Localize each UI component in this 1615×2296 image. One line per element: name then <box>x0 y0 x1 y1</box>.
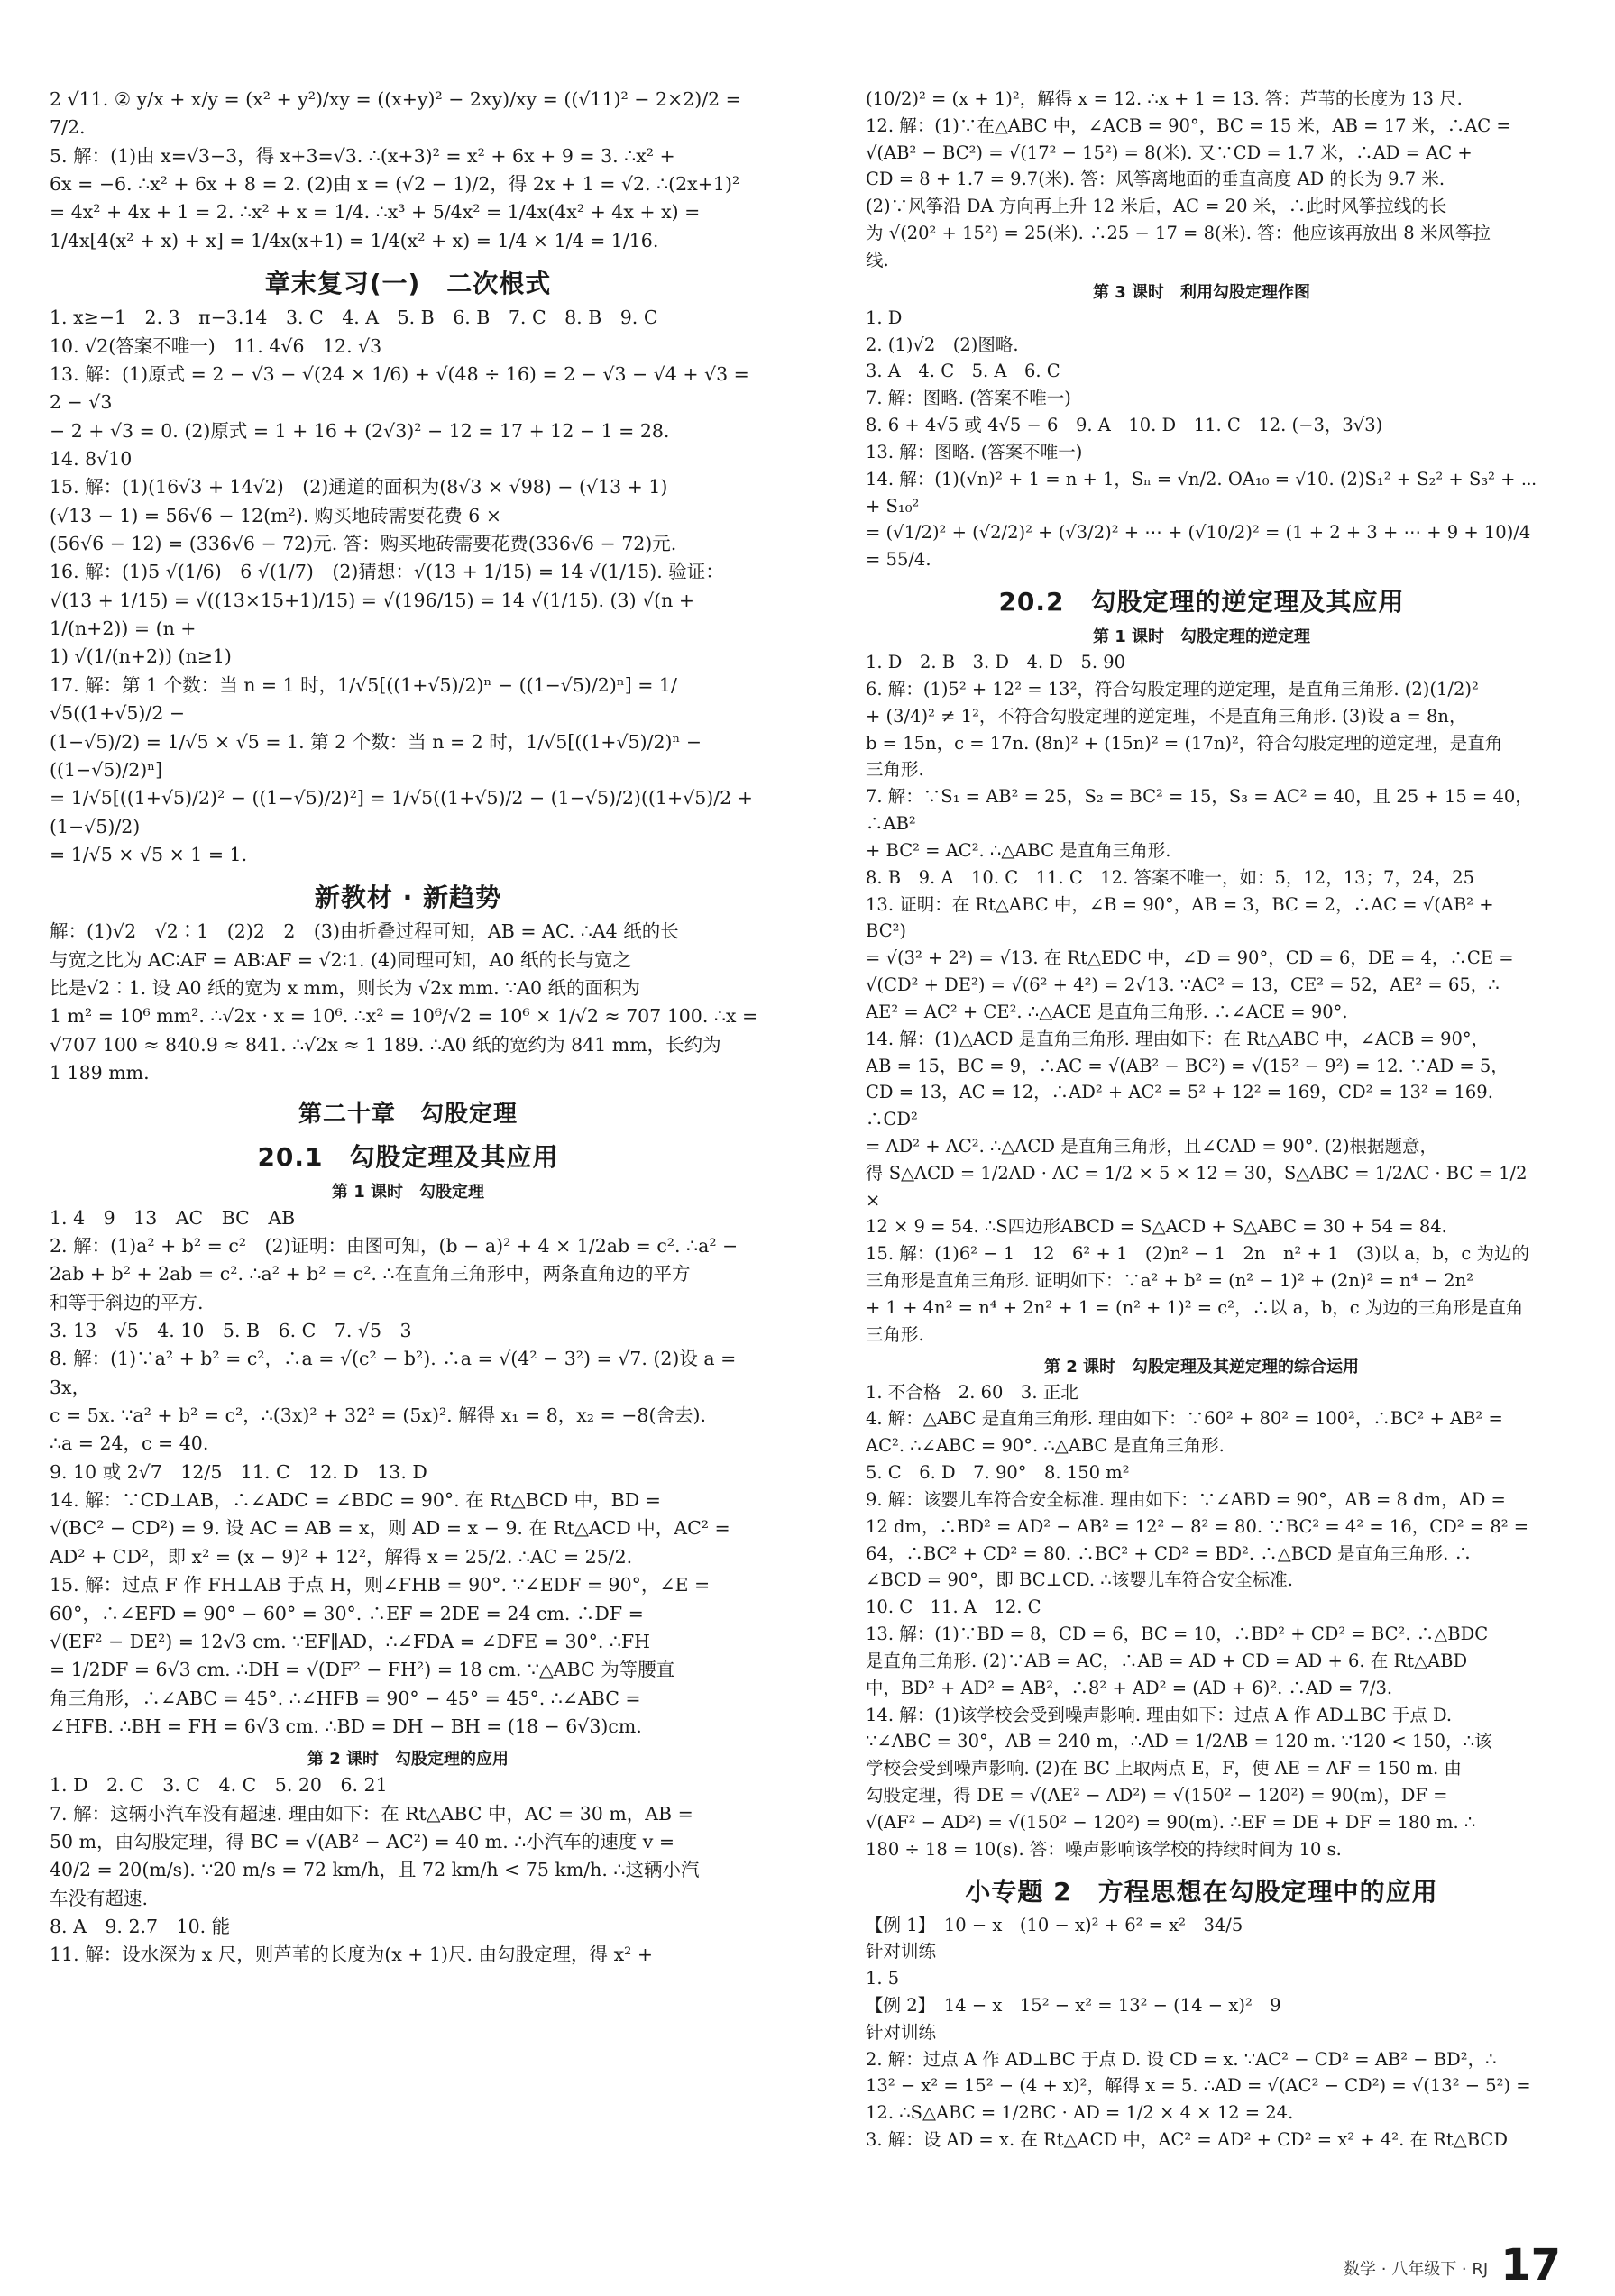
answer-line: 12 × 9 = 54. ∴S四边形ABCD = S△ACD + S△ABC = 30 + 54 = 84. <box>866 1216 1447 1238</box>
section-heading: 20.2 勾股定理的逆定理及其应用 <box>998 587 1405 617</box>
answer-line: c = 5x. ∵a² + b² = c²，∴(3x)² + 32² = (5x)². 解得 x₁ = 8，x₂ = −8(舍去). <box>50 1404 706 1427</box>
left-column <box>50 86 766 1970</box>
answer-line: 8. 6 + 4√5 或 4√5 − 6 9. A 10. D 11. C 12. (−3，3√3) <box>866 415 1383 436</box>
answer-line: = √(3² + 2²) = √13. 在 Rt△EDC 中，∠D = 90°，CD = 6，DE = 4，∴CE = <box>866 947 1514 969</box>
answer-line: 【例 1】 10 − x (10 − x)² + 6² = x² 34/5 <box>866 1914 1243 1935</box>
answer-line: 1. D 2. B 3. D 4. D 5. 90 <box>866 652 1126 673</box>
footer-label: 数学 · 八年级下 · RJ <box>1344 2260 1489 2279</box>
answer-line: 1 m² = 10⁶ mm². ∴√2x · x = 10⁶. ∴x² = 10⁶/√2 = 10⁶ × 1/√2 ≈ 707 100. ∴x = <box>50 1005 758 1028</box>
answer-line: 4. 解：△ABC 是直角三角形. 理由如下：∵60² + 80² = 100²，∴BC² + AB² = <box>866 1408 1503 1430</box>
section-heading: 第 2 课时 勾股定理的应用 <box>307 1750 509 1770</box>
answer-line: b = 15n，c = 17n. (8n)² + (15n)² = (17n)²，符合勾股定理的逆定理，是直角 <box>866 732 1503 754</box>
answer-line: 和等于斜边的平方. <box>50 1291 204 1313</box>
answer-line: = 4x² + 4x + 1 = 2. ∴x² + x = 1/4. ∴x³ + 5/4x² = 1/4x(4x² + 4x + x) = <box>50 201 701 224</box>
answer-line: 13. 解：(1)原式 = 2 − √3 − √(24 × 1/6) + √(48 ÷ 16) = 2 − √3 − √4 + √3 = 2 − √3 <box>50 362 749 414</box>
answer-line: √(13 + 1/15) = √((13×15+1)/15) = √(196/15) = 14 √(1/15). (3) √(n + 1/(n+2)) = (n + <box>50 589 695 640</box>
answer-line: 8. 解：(1)∵a² + b² = c²，∴a = √(c² − b²). ∴a = √(4² − 3²) = √7. (2)设 a = 3x， <box>50 1348 737 1398</box>
answer-line: √(EF² − DE²) = 12√3 cm. ∵EF∥AD，∴∠FDA = ∠DFE = 30°. ∴FH <box>50 1630 651 1652</box>
answer-line: 1/4x[4(x² + x) + x] = 1/4x(x+1) = 1/4(x² + x) = 1/4 × 1/4 = 1/16. <box>50 229 659 252</box>
answer-line: 1. x≥−1 2. 3 π−3.14 3. C 4. A 5. B 6. B 7. C 8. B 9. C <box>50 306 658 329</box>
answer-line: 解：(1)√2 √2∶1 (2)2 2 (3)由折叠过程可知，AB = AC. ∴A4 纸的长 <box>50 920 679 943</box>
answer-line: 针对训练 <box>866 1941 937 1962</box>
answer-line: √(AB² − BC²) = √(17² − 15²) = 8(米). 又∵CD = 1.7 米，∴AD = AC + <box>866 142 1473 163</box>
answer-line: 中，BD² + AD² = AB²，∴8² + AD² = (AD + 6)². ∴AD = 7/3. <box>866 1677 1393 1698</box>
answer-line: 3. 解：设 AD = x. 在 Rt△ACD 中，AC² = AD² + CD² = x² + 4². 在 Rt△BCD <box>866 2129 1508 2151</box>
answer-line: 1. D 2. C 3. C 4. C 5. 20 6. 21 <box>50 1774 388 1797</box>
answer-line: 13. 证明：在 Rt△ABC 中，∠B = 90°，AB = 3，BC = 2，∴AC = √(AB² + BC²) <box>866 893 1494 942</box>
answer-line: 2. 解：过点 A 作 AD⊥BC 于点 D. 设 CD = x. ∵AC² − CD² = AB² − BD²，∴ <box>866 2048 1497 2070</box>
answer-line: 勾股定理，得 DE = √(AE² − AD²) = √(150² − 120²) = 90(m)，DF = <box>866 1785 1448 1807</box>
answer-line: 11. 解：设水深为 x 尺，则芦苇的长度为(x + 1)尺. 由勾股定理，得 x² + <box>50 1944 654 1966</box>
answer-line: 角三角形，∴∠ABC = 45°. ∴∠HFB = 90° − 45° = 45°. ∴∠ABC = <box>50 1687 641 1709</box>
answer-line: 1) √(1/(n+2)) (n≥1) <box>50 645 232 668</box>
answer-line: (2)∵风筝沿 DA 方向再上升 12 米后，AC = 20 米，∴此时风筝拉线的长 <box>866 196 1447 217</box>
answer-line: 3. A 4. C 5. A 6. C <box>866 361 1060 382</box>
section-heading: 第 1 课时 勾股定理的逆定理 <box>1092 627 1311 647</box>
answer-line: (1−√5)/2) = 1/√5 × √5 = 1. 第 2 个数：当 n = 2 时，1/√5[((1+√5)/2)ⁿ − ((1−√5)/2)ⁿ] <box>50 730 702 781</box>
section-heading: 新教材 · 新趋势 <box>314 883 502 913</box>
answer-line: (√13 − 1) = 56√6 − 12(m²). 购买地砖需要花费 6 × <box>50 504 502 526</box>
right-column <box>866 86 1537 2154</box>
answer-line: (56√6 − 12) = (336√6 − 72)元. 答：购买地砖需要花费(336√6 − 72)元. <box>50 533 677 555</box>
answer-line: 15. 解：过点 F 作 FH⊥AB 于点 H，则∠FHB = 90°. ∵∠EDF = 90°，∠E = <box>50 1574 711 1596</box>
answer-line: = (√1/2)² + (√2/2)² + (√3/2)² + ⋯ + (√10/2)² = (1 + 2 + 3 + ⋯ + 9 + 10)/4 = 55/4. <box>866 522 1531 571</box>
answer-line: − 2 + √3 = 0. (2)原式 = 1 + 16 + (2√3)² − 12 = 17 + 12 − 1 = 28. <box>50 419 670 442</box>
answer-line: 1 189 mm. <box>50 1062 150 1084</box>
answer-line: = 1/2DF = 6√3 cm. ∴DH = √(DF² − FH²) = 18 cm. ∵△ABC 为等腰直 <box>50 1659 675 1681</box>
answer-line: 7. 解：∵S₁ = AB² = 25，S₂ = BC² = 15，S₃ = AC² = 40，且 25 + 15 = 40，∴AB² <box>866 786 1533 835</box>
answer-line: 15. 解：(1)(16√3 + 14√2) (2)通道的面积为(8√3 × √98) − (√13 + 1) <box>50 476 668 499</box>
answer-line: AD² + CD²，即 x² = (x − 9)² + 12²，解得 x = 25/2. ∴AC = 25/2. <box>50 1545 633 1568</box>
answer-line: 180 ÷ 18 = 10(s). 答：噪声影响该学校的持续时间为 10 s. <box>866 1838 1342 1860</box>
answer-line: = 1/√5 × √5 × 1 = 1. <box>50 843 248 865</box>
answer-line: 为 √(20² + 15²) = 25(米). ∴25 − 17 = 8(米). 答：他应该再放出 8 米风筝拉 <box>866 223 1491 244</box>
answer-line: 14. 解：(1)该学校会受到噪声影响. 理由如下：过点 A 作 AD⊥BC 于点 D. <box>866 1704 1453 1725</box>
answer-line: 12 dm，∴BD² = AD² − AB² = 12² − 8² = 80. ∵BC² = 4² = 16，CD² = 8² = <box>866 1515 1529 1537</box>
answer-line: 40/2 = 20(m/s). ∵20 m/s = 72 km/h，且 72 km/h < 75 km/h. ∴这辆小汽 <box>50 1859 700 1881</box>
answer-line: 12. ∴S△ABC = 1/2BC · AD = 1/2 × 4 × 12 = 24. <box>866 2102 1294 2124</box>
answer-line: AB = 15，BC = 9，∴AC = √(AB² − BC²) = √(15² − 9²) = 12. ∵AD = 5， <box>866 1055 1509 1076</box>
answer-line: 2. 解：(1)a² + b² = c² (2)证明：由图可知，(b − a)² + 4 × 1/2ab = c². ∴a² − <box>50 1234 739 1257</box>
answer-line: 10. C 11. A 12. C <box>866 1596 1041 1618</box>
answer-line: 10. √2(答案不唯一) 11. 4√6 12. √3 <box>50 334 382 357</box>
answer-line: CD = 8 + 1.7 = 9.7(米). 答：风筝离地面的垂直高度 AD 的长为 9.7 米. <box>866 169 1445 190</box>
answer-line: ∠HFB. ∴BH = FH = 6√3 cm. ∴BD = DH − BH = (18 − 6√3)cm. <box>50 1715 642 1737</box>
answer-line: 2. (1)√2 (2)图略. <box>866 334 1019 355</box>
page-number: 17 <box>1500 2240 1561 2291</box>
answer-line: 1. 4 9 13 AC BC AB <box>50 1206 296 1229</box>
answer-line: 比是√2∶1. 设 A0 纸的宽为 x mm，则长为 √2x mm. ∵A0 纸的面积为 <box>50 977 641 1000</box>
answer-line: √(BC² − CD²) = 9. 设 AC = AB = x，则 AD = x − 9. 在 Rt△ACD 中，AC² = <box>50 1517 730 1540</box>
answer-line: 【例 2】 14 − x 15² − x² = 13² − (14 − x)² 9 <box>866 1995 1281 2016</box>
answer-line: (10/2)² = (x + 1)²，解得 x = 12. ∴x + 1 = 13. 答：芦苇的长度为 13 尺. <box>866 88 1463 109</box>
answer-line: ∴a = 24，c = 40. <box>50 1432 209 1455</box>
answer-line: 三角形. <box>866 1323 924 1345</box>
answer-line: 2 √11. ② y/x + x/y = (x² + y²)/xy = ((x+y)² − 2xy)/xy = ((√11)² − 2×2)/2 = 7/2. <box>50 88 741 139</box>
answer-line: 得 S△ACD = 1/2AD · AC = 1/2 × 5 × 12 = 30，S△ABC = 1/2AC · BC = 1/2 × <box>866 1162 1528 1211</box>
answer-line: 7. 解：这辆小汽车没有超速. 理由如下：在 Rt△ABC 中，AC = 30 m，AB = <box>50 1802 693 1825</box>
answer-line: 64，∴BC² + CD² = 80. ∴BC² + CD² = BD². ∴△BCD 是直角三角形. ∴ <box>866 1542 1473 1564</box>
answer-line: AE² = AC² + CE². ∴△ACE 是直角三角形. ∴∠ACE = 90°. <box>866 1001 1348 1022</box>
answer-line: 8. B 9. A 10. C 11. C 12. 答案不唯一，如：5，12，13；7，24，25 <box>866 866 1475 888</box>
answer-line: 是直角三角形. (2)∵AB = AC，∴AB = AD + CD = AD + 6. 在 Rt△ABD <box>866 1650 1468 1671</box>
answer-line: 50 m，由勾股定理，得 BC = √(AB² − AC²) = 40 m. ∴小汽车的速度 v = <box>50 1831 675 1853</box>
answer-line: ∵∠ABC = 30°，AB = 240 m，∴AD = 1/2AB = 120 m. ∵120 < 150，∴该 <box>866 1731 1492 1752</box>
answer-line: 2ab + b² + 2ab = c². ∴a² + b² = c². ∴在直角三角形中，两条直角边的平方 <box>50 1263 691 1285</box>
answer-line: + 1 + 4n² = n⁴ + 2n² + 1 = (n² + 1)² = c²，∴以 a，b，c 为边的三角形是直角 <box>866 1296 1524 1318</box>
answer-line: = 1/√5[((1+√5)/2)² − ((1−√5)/2)²] = 1/√5((1+√5)/2 − (1−√5)/2)((1+√5)/2 + (1−√5)/2) <box>50 787 753 837</box>
answer-line: 13. 解：(1)∵BD = 8，CD = 6，BC = 10，∴BD² + CD² = BC². ∴△BDC <box>866 1624 1489 1645</box>
answer-line: √(CD² + DE²) = √(6² + 4²) = 2√13. ∵AC² = 13，CE² = 52，AE² = 65，∴ <box>866 974 1500 996</box>
answer-line: 9. 10 或 2√7 12/5 11. C 12. D 13. D <box>50 1460 427 1483</box>
answer-line: 1. D <box>866 306 903 328</box>
answer-line: 12. 解：(1)∵在△ABC 中，∠ACB = 90°，BC = 15 米，AB = 17 米，∴AC = <box>866 114 1511 136</box>
answer-line: 14. 8√10 <box>50 447 133 470</box>
section-heading: 第 1 课时 勾股定理 <box>331 1182 485 1202</box>
answer-line: 线. <box>866 249 889 270</box>
answer-line: 9. 解：该婴儿车符合安全标准. 理由如下：∵∠ABD = 90°，AB = 8 dm，AD = <box>866 1488 1506 1510</box>
section-heading: 第 3 课时 利用勾股定理作图 <box>1092 282 1311 302</box>
answer-line: 14. 解：(1)△ACD 是直角三角形. 理由如下：在 Rt△ABC 中，∠ACB = 90°， <box>866 1028 1490 1049</box>
section-heading: 第二十章 勾股定理 <box>298 1100 518 1128</box>
answer-line: + (3/4)² ≠ 1²，不符合勾股定理的逆定理，不是直角三角形. (3)设 a = 8n， <box>866 705 1467 727</box>
answer-line: 三角形是直角三角形. 证明如下：∵a² + b² = (n² − 1)² + (2n)² = n⁴ − 2n² <box>866 1270 1474 1292</box>
answer-line: 7. 解：图略. (答案不唯一) <box>866 388 1071 409</box>
answer-line: 5. C 6. D 7. 90° 8. 150 m² <box>866 1462 1130 1484</box>
answer-line: ∠BCD = 90°，即 BC⊥CD. ∴该婴儿车符合安全标准. <box>866 1569 1293 1591</box>
answer-line: = AD² + AC². ∴△ACD 是直角三角形，且∠CAD = 90°. (2)根据题意， <box>866 1135 1438 1157</box>
answer-line: 8. A 9. 2.7 10. 能 <box>50 1916 231 1938</box>
answer-line: 16. 解：(1)5 √(1/6) 6 √(1/7) (2)猜想：√(13 + 1/15) = 14 √(1/15). 验证： <box>50 561 724 583</box>
answer-line: 1. 5 <box>866 1968 900 1990</box>
answer-line: 14. 解：(1)(√n)² + 1 = n + 1，Sₙ = √n/2. OA₁₀ = √10. (2)S₁² + S₂² + S₃² + ⋯ + S₁₀² <box>866 468 1537 517</box>
section-heading: 章末复习(一) 二次根式 <box>264 269 552 299</box>
section-heading: 20.1 勾股定理及其应用 <box>257 1141 559 1172</box>
page-footer <box>1344 2240 1561 2291</box>
answer-line: 针对训练 <box>866 2021 937 2043</box>
answer-line: √(AF² − AD²) = √(150² − 120²) = 90(m). ∴EF = DE + DF = 180 m. ∴ <box>866 1811 1476 1833</box>
answer-line: 1. 不合格 2. 60 3. 正北 <box>866 1381 1078 1403</box>
answer-line: 6. 解：(1)5² + 12² = 13²，符合勾股定理的逆定理，是直角三角形. (2)(1/2)² <box>866 678 1479 700</box>
answer-line: 与宽之比为 AC∶AF = AB∶AF = √2∶1. (4)同理可知，A0 纸的长与宽之 <box>50 948 631 971</box>
answer-line: 17. 解：第 1 个数：当 n = 1 时，1/√5[((1+√5)/2)ⁿ − ((1−√5)/2)ⁿ] = 1/√5((1+√5)/2 − <box>50 673 677 725</box>
section-heading: 小专题 2 方程思想在勾股定理中的应用 <box>965 1876 1438 1907</box>
answer-line: 学校会受到噪声影响. (2)在 BC 上取两点 E，F，使 AE = AF = 150 m. 由 <box>866 1758 1462 1779</box>
answer-line: 三角形. <box>866 759 924 781</box>
answer-line: 14. 解：∵CD⊥AB，∴∠ADC = ∠BDC = 90°. 在 Rt△BCD 中，BD = <box>50 1489 661 1512</box>
answer-line: 13. 解：图略. (答案不唯一) <box>866 441 1083 462</box>
section-heading: 第 2 课时 勾股定理及其逆定理的综合运用 <box>1043 1357 1360 1377</box>
answer-line: 15. 解：(1)6² − 1 12 6² + 1 (2)n² − 1 2n n² + 1 (3)以 a，b，c 为边的 <box>866 1243 1530 1265</box>
answer-line: 5. 解：(1)由 x=√3−3，得 x+3=√3. ∴(x+3)² = x² + 6x + 9 = 3. ∴x² + <box>50 144 675 167</box>
answer-line: 3. 13 √5 4. 10 5. B 6. C 7. √5 3 <box>50 1319 412 1341</box>
answer-line: AC². ∴∠ABC = 90°. ∴△ABC 是直角三角形. <box>866 1435 1225 1457</box>
answer-line: 6x = −6. ∴x² + 6x + 8 = 2. (2)由 x = (√2 − 1)/2，得 2x + 1 = √2. ∴(2x+1)² <box>50 173 740 196</box>
answer-line: 13² − x² = 15² − (4 + x)²，解得 x = 5. ∴AD = √(AC² − CD²) = √(13² − 5²) = <box>866 2075 1531 2097</box>
answer-line: 车没有超速. <box>50 1887 149 1909</box>
answer-line: 60°，∴∠EFD = 90° − 60° = 30°. ∴EF = 2DE = 24 cm. ∴DF = <box>50 1602 644 1624</box>
answer-line: CD = 13，AC = 12，∴AD² + AC² = 5² + 12² = 169，CD² = 13² = 169. ∴CD² <box>866 1082 1493 1130</box>
answer-line: + BC² = AC². ∴△ABC 是直角三角形. <box>866 839 1171 861</box>
answer-line: √707 100 ≈ 840.9 ≈ 841. ∴√2x ≈ 1 189. ∴A0 纸的宽约为 841 mm，长约为 <box>50 1033 721 1056</box>
